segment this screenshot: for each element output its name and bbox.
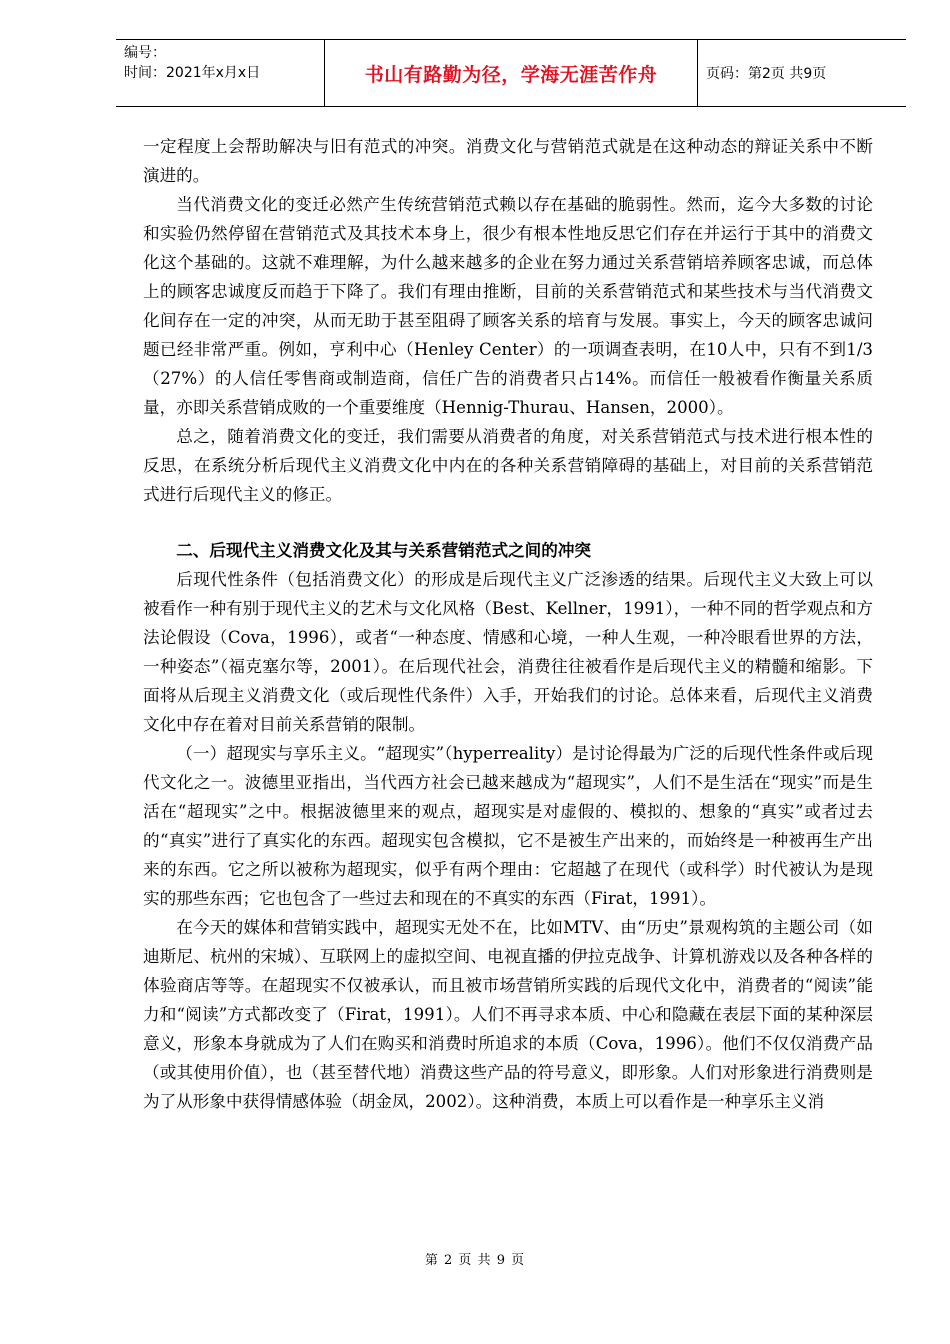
header-motto: 书山有路勤为径，学海无涯苦作舟 xyxy=(325,40,698,107)
header-meta xyxy=(116,40,325,107)
page-footer: 第 2 页 共 9 页 xyxy=(424,1253,526,1268)
header-page-number: 页码：第2页 共9页 xyxy=(698,40,907,107)
header-number: 编号： xyxy=(124,45,166,61)
document-body xyxy=(143,132,873,1116)
paragraph-1: 一定程度上会帮助解决与旧有范式的冲突。消费文化与营销范式就是在这种动态的辩证关系中不断演进的。 xyxy=(143,137,873,185)
paragraph-6: 在今天的媒体和营销实践中，超现实无处不在，比如MTV、由“历史”景观构筑的主题公司（如迪斯尼、杭州的宋城）、互联网上的虚拟空间、电视直播的伊拉克战争、计算机游戏以及各种各样的体验商店等等。在超现实不仅被承认，而且被市场营销所实践的后现代文化中，消费者的“阅读”能力和“阅读”方式都改变了（Firat，1991）。人们不再寻求本质、中心和隐藏在表层下面的某种深层意义，形象本身就成为了人们在购买和消费时所追求的本质（Cova，1996）。他们不仅仅消费产品（或其使用价值），也（甚至替代地）消费这些产品的符号意义，即形象。人们对形象进行消费则是为了从形象中获得情感体验（胡金凤，2002）。这种消费，本质上可以看作是一种享乐主义消 xyxy=(143,918,873,1111)
paragraph-4: 后现代性条件（包括消费文化）的形成是后现代主义广泛渗透的结果。后现代主义大致上可以被看作一种有别于现代主义的艺术与文化风格（Best、Kellner，1991），一种不同的哲学观点和方法论假设（Cova，1996），或者“一种态度、情感和心境，一种人生观，一种冷眼看世界的方法，一种姿态”（福克塞尔等，2001）。在后现代社会，消费往往被看作是后现代主义的精髓和缩影。下面将从后现主义消费文化（或后现性代条件）入手，开始我们的讨论。总体来看，后现代主义消费文化中存在着对目前关系营销的限制。 xyxy=(143,570,873,734)
paragraph-5: （一）超现实与享乐主义。“超现实”（hyperreality）是讨论得最为广泛的后现代性条件或后现代文化之一。波德里亚指出，当代西方社会已越来越成为“超现实”，人们不是生活在“现实”而是生活在“超现实”之中。根据波德里来的观点，超现实是对虚假的、模拟的、想象的“真实”或者过去的“真实”进行了真实化的东西。超现实包含模拟，它不是被生产出来的，而始终是一种被再生产出来的东西。它之所以被称为超现实，似乎有两个理由：它超越了在现代（或科学）时代被认为是现实的那些东西；它也包含了一些过去和现在的不真实的东西（Firat，1991）。 xyxy=(143,744,873,908)
section-heading-2: 二、后现代主义消费文化及其与关系营销范式之间的冲突 xyxy=(176,541,592,560)
page-header xyxy=(116,39,906,107)
paragraph-2: 当代消费文化的变迁必然产生传统营销范式赖以存在基础的脆弱性。然而，迄今大多数的讨论和实验仍然停留在营销范式及其技术本身上，很少有根本性地反思它们存在并运行于其中的消费文化这个基础的。这就不难理解，为什么越来越多的企业在努力通过关系营销培养顾客忠诚，而总体上的顾客忠诚度反而趋于下降了。我们有理由推断，目前的关系营销范式和某些技术与当代消费文化间存在一定的冲突，从而无助于甚至阻碍了顾客关系的培育与发展。事实上，今天的顾客忠诚问题已经非常严重。例如，亨利中心（Henley Center）的一项调查表明，在10人中，只有不到1/3（27%）的人信任零售商或制造商，信任广告的消费者只占14%。而信任一般被看作衡量关系质量，亦即关系营销成败的一个重要维度（Hennig-Thurau、Hansen，2000）。 xyxy=(143,195,873,417)
paragraph-3: 总之，随着消费文化的变迁，我们需要从消费者的角度，对关系营销范式与技术进行根本性的反思，在系统分析后现代主义消费文化中内在的各种关系营销障碍的基础上，对目前的关系营销范式进行后现代主义的修正。 xyxy=(143,427,873,504)
header-time: 时间：2021年x月x日 xyxy=(124,65,261,81)
